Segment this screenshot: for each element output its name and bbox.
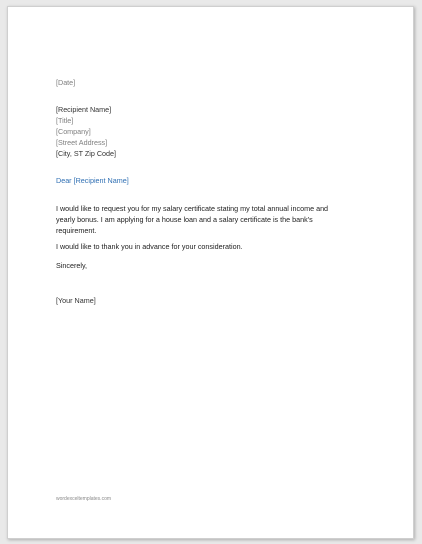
recipient-name: [Recipient Name] <box>56 105 112 114</box>
footer-watermark: wordexceltemplates.com <box>56 496 112 502</box>
signature-placeholder: [Your Name] <box>56 296 96 305</box>
paragraph-thanks: I would like to thank you in advance for your consideration. <box>56 242 243 251</box>
closing-block <box>56 260 356 271</box>
body-paragraph-1 <box>56 203 356 236</box>
closing: Sincerely, <box>56 261 88 270</box>
date-placeholder: [Date] <box>56 78 76 87</box>
recipient-company: [Company] <box>56 127 91 136</box>
recipient-street: [Street Address] <box>56 138 108 147</box>
salutation-block <box>56 175 356 186</box>
recipient-address-block <box>56 104 356 159</box>
signature-block <box>56 295 356 306</box>
date-block <box>56 77 356 88</box>
recipient-city: [City, ST Zip Code] <box>56 149 117 158</box>
paragraph-request: I would like to request you for my salary certificate stating my total annual income and yearly bonus. I am applying for a house loan and a salary certificate is the bank's requirement. <box>56 204 329 235</box>
recipient-title: [Title] <box>56 116 74 125</box>
salutation: Dear [Recipient Name] <box>56 176 129 185</box>
letter-page <box>7 6 414 539</box>
body-paragraph-2 <box>56 241 356 252</box>
